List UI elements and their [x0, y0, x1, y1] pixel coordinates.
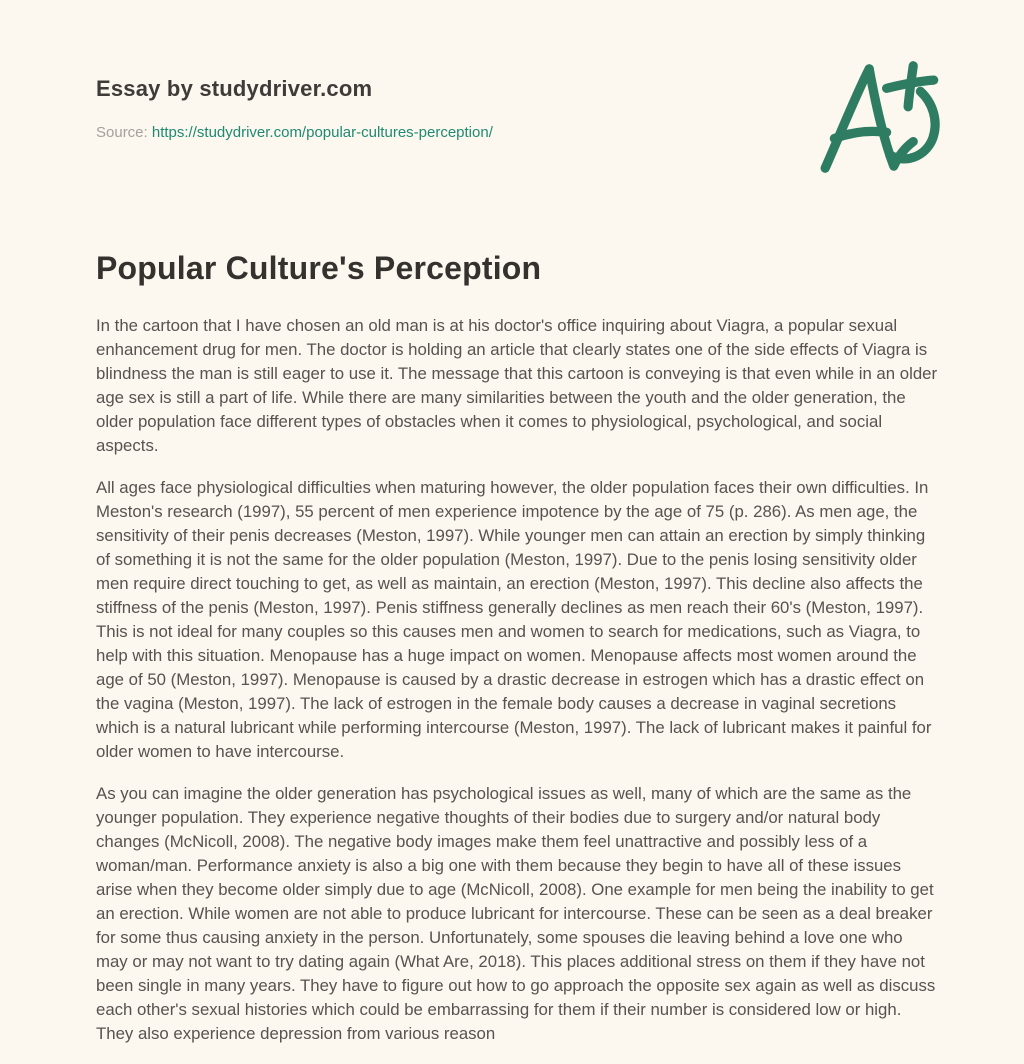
source-line	[96, 124, 493, 141]
essay-byline: Essay by studydriver.com	[96, 76, 373, 101]
source-label: Source:	[96, 124, 148, 141]
source-link[interactable]: https://studydriver.com/popular-cultures-perception/	[151, 124, 493, 141]
essay-paragraph-1: In the cartoon that I have chosen an old man is at his doctor's office inquiring about Viagra, a popular sexual enhancement drug for men. The doctor is holding an article that clearly states one of the side effects of Viagra is blindness the man is still eager to use it. The message that this cartoon is conveying is that even while in an older age sex is still a part of life. While there are many similarities between the youth and the older generation, the older population face different types of obstacles when it comes to physiological, psychological, and social aspects.	[96, 316, 938, 455]
studydriver-logo	[818, 58, 946, 176]
essay-paragraph-2: All ages face physiological difficulties when maturing however, the older population faces their own difficulties. In Meston's research (1997), 55 percent of men experience impotence by the age of 75 (p. 286). As men age, the sensitivity of their penis decreases (Meston, 1997). While younger men can attain an erection by simply thinking of something it is not the same for the older population (Meston, 1997). Due to the penis losing sensitivity older men require direct touching to get, as well as maintain, an erection (Meston, 1997). This decline also affects the stiffness of the penis (Meston, 1997). Penis stiffness generally declines as men reach their 60's (Meston, 1997). This is not ideal for many couples so this causes men and women to search for medications, such as Viagra, to help with this situation. Menopause has a huge impact on women. Menopause affects most women around the age of 50 (Meston, 1997). Menopause is caused by a drastic decrease in estrogen which has a drastic effect on the vagina (Meston, 1997). The lack of estrogen in the female body causes a decrease in vaginal secretions which is a natural lubricant while performing intercourse (Meston, 1997). The lack of lubricant makes it painful for older women to have intercourse.	[96, 478, 932, 761]
essay-paragraph-3: As you can imagine the older generation has psychological issues as well, many of which are the same as the younger population. They experience negative thoughts of their bodies due to surgery and/or natural body changes (McNicoll, 2008). The negative body images make them feel unattractive and possibly less of a woman/man. Performance anxiety is also a big one with them because they begin to have all of these issues arise when they become older simply due to age (McNicoll, 2008). One example for men being the inability to get an erection. While women are not able to produce lubricant for intercourse. These can be seen as a deal breaker for some thus causing anxiety in the person. Unfortunately, some spouses die leaving behind a love one who may or may not want to try dating again (What Are, 2018). This places additional stress on them if they have not been single in many years. They have to figure out how to go approach the opposite sex again as well as discuss each other's sexual histories which could be embarrassing for them if their number is considered low or high. They also experience depression from various reason	[96, 784, 936, 1043]
essay-title: Popular Culture's Perception	[96, 250, 542, 286]
essay-body	[96, 314, 938, 1064]
a-plus-logo-icon	[818, 58, 946, 176]
